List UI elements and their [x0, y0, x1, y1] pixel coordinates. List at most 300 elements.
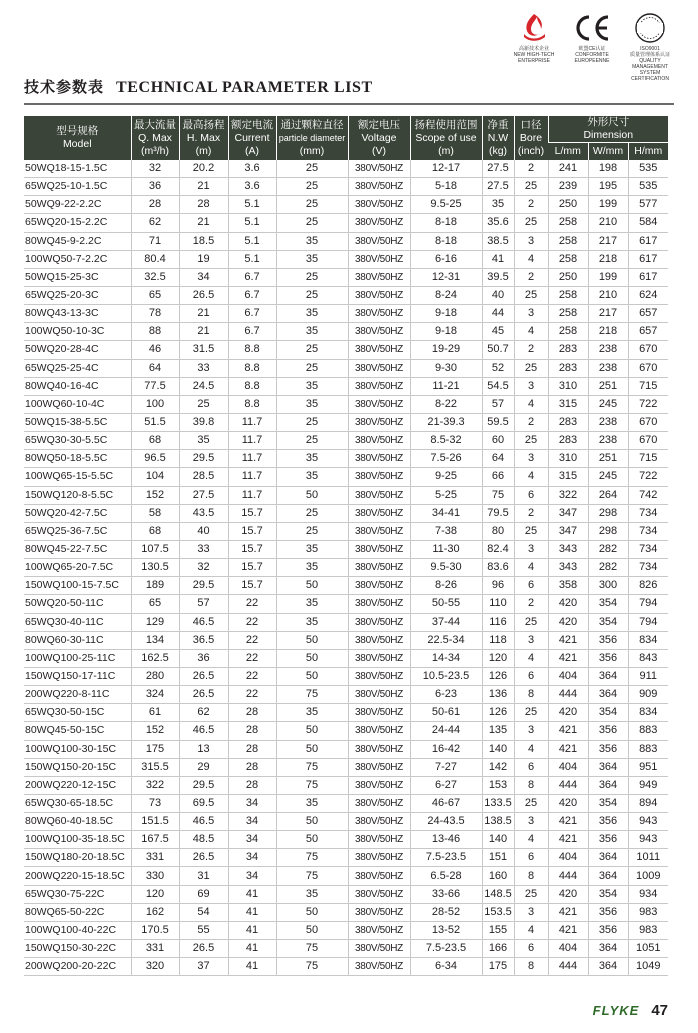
cell-voltage: 380V/50HZ — [348, 595, 410, 613]
cell-hmax: 25 — [179, 395, 228, 413]
cell-model: 100WQ100-35-18.5C — [24, 831, 131, 849]
cell-bore: 2 — [514, 504, 548, 522]
cell-scope: 22.5-34 — [410, 631, 482, 649]
cell-height: 617 — [628, 250, 668, 268]
cell-current: 6.7 — [228, 323, 276, 341]
cell-nw: 148.5 — [482, 885, 514, 903]
cell-width: 264 — [588, 486, 628, 504]
cell-length: 420 — [548, 613, 588, 631]
title-cn: 技术参数表 — [24, 78, 105, 96]
cell-particle: 25 — [276, 432, 348, 450]
cell-hmax: 39.8 — [179, 413, 228, 431]
cell-bore: 3 — [514, 813, 548, 831]
cell-bore: 2 — [514, 196, 548, 214]
cell-current: 3.6 — [228, 178, 276, 196]
cell-nw: 140 — [482, 740, 514, 758]
cell-particle: 35 — [276, 704, 348, 722]
cell-voltage: 380V/50HZ — [348, 268, 410, 286]
cell-bore: 4 — [514, 395, 548, 413]
ce-mark-icon — [572, 12, 612, 44]
table-row — [24, 595, 668, 613]
cell-nw: 35 — [482, 196, 514, 214]
cell-length: 421 — [548, 649, 588, 667]
cell-particle: 50 — [276, 921, 348, 939]
cell-model: 65WQ30-40-11C — [24, 613, 131, 631]
table-row — [24, 867, 668, 885]
cell-current: 41 — [228, 921, 276, 939]
cell-voltage: 380V/50HZ — [348, 305, 410, 323]
cell-particle: 25 — [276, 359, 348, 377]
cell-qmax: 331 — [131, 849, 179, 867]
cell-model: 50WQ15-25-3C — [24, 268, 131, 286]
cell-bore: 4 — [514, 921, 548, 939]
cell-length: 258 — [548, 305, 588, 323]
cell-height: 794 — [628, 613, 668, 631]
cell-model: 65WQ30-75-22C — [24, 885, 131, 903]
cell-scope: 46-67 — [410, 794, 482, 812]
cell-model: 65WQ25-25-4C — [24, 359, 131, 377]
cell-model: 200WQ220-15-18.5C — [24, 867, 131, 885]
cell-voltage: 380V/50HZ — [348, 667, 410, 685]
cell-voltage: 380V/50HZ — [348, 940, 410, 958]
cell-qmax: 96.5 — [131, 450, 179, 468]
cell-bore: 4 — [514, 740, 548, 758]
cell-scope: 9-18 — [410, 305, 482, 323]
cell-scope: 13-46 — [410, 831, 482, 849]
cell-bore: 25 — [514, 359, 548, 377]
table-row — [24, 776, 668, 794]
cell-qmax: 32 — [131, 160, 179, 178]
cell-width: 354 — [588, 595, 628, 613]
cell-particle: 50 — [276, 813, 348, 831]
cell-height: 983 — [628, 903, 668, 921]
cell-bore: 4 — [514, 559, 548, 577]
header-scope: 扬程使用范围 Scope of use (m) — [410, 116, 482, 160]
cell-particle: 25 — [276, 196, 348, 214]
cell-height: 1009 — [628, 867, 668, 885]
cell-hmax: 28 — [179, 196, 228, 214]
cell-width: 245 — [588, 468, 628, 486]
cell-nw: 82.4 — [482, 540, 514, 558]
table-row — [24, 286, 668, 304]
cell-current: 34 — [228, 849, 276, 867]
cell-length: 421 — [548, 740, 588, 758]
table-row — [24, 232, 668, 250]
cell-width: 238 — [588, 359, 628, 377]
cell-voltage: 380V/50HZ — [348, 849, 410, 867]
cell-width: 356 — [588, 921, 628, 939]
cell-length: 404 — [548, 849, 588, 867]
table-row — [24, 577, 668, 595]
cell-nw: 118 — [482, 631, 514, 649]
cell-height: 826 — [628, 577, 668, 595]
cell-hmax: 54 — [179, 903, 228, 921]
cell-model: 50WQ15-38-5.5C — [24, 413, 131, 431]
table-row — [24, 958, 668, 976]
cell-particle: 35 — [276, 885, 348, 903]
cell-width: 354 — [588, 613, 628, 631]
cell-hmax: 29.5 — [179, 577, 228, 595]
cell-voltage: 380V/50HZ — [348, 921, 410, 939]
table-row — [24, 305, 668, 323]
table-row — [24, 214, 668, 232]
cell-height: 951 — [628, 758, 668, 776]
cell-particle: 75 — [276, 940, 348, 958]
cell-nw: 138.5 — [482, 813, 514, 831]
cell-qmax: 58 — [131, 504, 179, 522]
cell-nw: 133.5 — [482, 794, 514, 812]
cell-width: 298 — [588, 522, 628, 540]
cell-particle: 35 — [276, 468, 348, 486]
cell-bore: 8 — [514, 776, 548, 794]
cell-height: 911 — [628, 667, 668, 685]
cell-current: 8.8 — [228, 359, 276, 377]
cell-bore: 25 — [514, 613, 548, 631]
cell-model: 100WQ100-30-15C — [24, 740, 131, 758]
brand-logo: FLYKE — [592, 1003, 640, 1018]
cell-bore: 8 — [514, 958, 548, 976]
cell-width: 356 — [588, 813, 628, 831]
cell-model: 80WQ40-16-4C — [24, 377, 131, 395]
cell-bore: 3 — [514, 903, 548, 921]
table-row — [24, 940, 668, 958]
cell-hmax: 34 — [179, 268, 228, 286]
cell-current: 11.7 — [228, 413, 276, 431]
cell-voltage: 380V/50HZ — [348, 250, 410, 268]
cell-length: 420 — [548, 794, 588, 812]
cell-nw: 83.6 — [482, 559, 514, 577]
cell-length: 421 — [548, 813, 588, 831]
cell-qmax: 152 — [131, 486, 179, 504]
cell-scope: 9.5-30 — [410, 559, 482, 577]
cell-length: 347 — [548, 504, 588, 522]
cell-hmax: 62 — [179, 704, 228, 722]
cell-model: 100WQ60-10-4C — [24, 395, 131, 413]
cell-voltage: 380V/50HZ — [348, 504, 410, 522]
cell-length: 283 — [548, 359, 588, 377]
cell-width: 218 — [588, 323, 628, 341]
cell-width: 354 — [588, 885, 628, 903]
cell-particle: 75 — [276, 776, 348, 794]
cell-current: 5.1 — [228, 214, 276, 232]
cell-current: 15.7 — [228, 540, 276, 558]
cell-model: 80WQ60-30-11C — [24, 631, 131, 649]
cell-hmax: 43.5 — [179, 504, 228, 522]
cell-voltage: 380V/50HZ — [348, 740, 410, 758]
cell-scope: 50-55 — [410, 595, 482, 613]
cell-scope: 34-41 — [410, 504, 482, 522]
cell-width: 356 — [588, 631, 628, 649]
cell-hmax: 57 — [179, 595, 228, 613]
cell-scope: 24-44 — [410, 722, 482, 740]
table-row — [24, 341, 668, 359]
table-row — [24, 686, 668, 704]
cell-width: 356 — [588, 649, 628, 667]
header-particle: 通过颗粒直径 particle diameter (mm) — [276, 116, 348, 160]
cell-hmax: 18.5 — [179, 232, 228, 250]
cell-particle: 75 — [276, 867, 348, 885]
cell-current: 41 — [228, 885, 276, 903]
cell-scope: 7.5-23.5 — [410, 940, 482, 958]
cell-nw: 64 — [482, 450, 514, 468]
cell-height: 843 — [628, 649, 668, 667]
cell-scope: 13-52 — [410, 921, 482, 939]
cell-bore: 25 — [514, 432, 548, 450]
cell-nw: 75 — [482, 486, 514, 504]
cell-scope: 16-42 — [410, 740, 482, 758]
table-row — [24, 160, 668, 178]
cell-height: 734 — [628, 504, 668, 522]
cell-model: 65WQ30-65-18.5C — [24, 794, 131, 812]
cell-length: 283 — [548, 413, 588, 431]
cell-nw: 27.5 — [482, 160, 514, 178]
hightech-logo — [510, 12, 558, 64]
cell-qmax: 320 — [131, 958, 179, 976]
cell-voltage: 380V/50HZ — [348, 160, 410, 178]
table-row — [24, 504, 668, 522]
cell-length: 444 — [548, 776, 588, 794]
cell-width: 364 — [588, 958, 628, 976]
cell-particle: 35 — [276, 613, 348, 631]
cell-particle: 50 — [276, 740, 348, 758]
cell-bore: 3 — [514, 450, 548, 468]
cell-voltage: 380V/50HZ — [348, 813, 410, 831]
cell-bore: 2 — [514, 160, 548, 178]
cell-nw: 44 — [482, 305, 514, 323]
table-row — [24, 613, 668, 631]
table-row — [24, 813, 668, 831]
cell-height: 934 — [628, 885, 668, 903]
table-row — [24, 395, 668, 413]
cell-height: 535 — [628, 160, 668, 178]
cell-qmax: 68 — [131, 522, 179, 540]
cell-width: 198 — [588, 160, 628, 178]
cell-length: 420 — [548, 885, 588, 903]
cell-scope: 8-22 — [410, 395, 482, 413]
cell-particle: 75 — [276, 849, 348, 867]
cell-height: 834 — [628, 704, 668, 722]
cell-height: 617 — [628, 232, 668, 250]
cell-current: 3.6 — [228, 160, 276, 178]
title-en: TECHNICAL PARAMETER LIST — [116, 79, 373, 96]
cell-qmax: 129 — [131, 613, 179, 631]
cell-qmax: 151.5 — [131, 813, 179, 831]
cell-qmax: 331 — [131, 940, 179, 958]
cell-length: 322 — [548, 486, 588, 504]
cell-height: 1011 — [628, 849, 668, 867]
cell-particle: 25 — [276, 504, 348, 522]
cell-current: 6.7 — [228, 286, 276, 304]
cell-qmax: 170.5 — [131, 921, 179, 939]
cell-length: 444 — [548, 958, 588, 976]
cell-particle: 35 — [276, 540, 348, 558]
cell-voltage: 380V/50HZ — [348, 885, 410, 903]
cell-length: 404 — [548, 758, 588, 776]
cell-nw: 135 — [482, 722, 514, 740]
cell-current: 8.8 — [228, 395, 276, 413]
cell-voltage: 380V/50HZ — [348, 577, 410, 595]
cell-voltage: 380V/50HZ — [348, 178, 410, 196]
cell-qmax: 28 — [131, 196, 179, 214]
cell-particle: 25 — [276, 286, 348, 304]
cell-qmax: 315.5 — [131, 758, 179, 776]
cell-width: 251 — [588, 377, 628, 395]
cell-voltage: 380V/50HZ — [348, 341, 410, 359]
cell-voltage: 380V/50HZ — [348, 686, 410, 704]
cell-nw: 126 — [482, 704, 514, 722]
cell-qmax: 107.5 — [131, 540, 179, 558]
cell-nw: 41 — [482, 250, 514, 268]
cell-hmax: 26.5 — [179, 686, 228, 704]
cell-nw: 40 — [482, 286, 514, 304]
cell-current: 11.7 — [228, 468, 276, 486]
cell-nw: 59.5 — [482, 413, 514, 431]
cell-voltage: 380V/50HZ — [348, 359, 410, 377]
cell-bore: 3 — [514, 631, 548, 649]
cell-current: 22 — [228, 595, 276, 613]
cell-model: 80WQ60-40-18.5C — [24, 813, 131, 831]
cell-model: 80WQ65-50-22C — [24, 903, 131, 921]
cell-length: 250 — [548, 268, 588, 286]
cell-particle: 25 — [276, 214, 348, 232]
cell-bore: 2 — [514, 595, 548, 613]
cell-hmax: 55 — [179, 921, 228, 939]
cell-voltage: 380V/50HZ — [348, 286, 410, 304]
cell-model: 65WQ30-30-5.5C — [24, 432, 131, 450]
cell-scope: 10.5-23.5 — [410, 667, 482, 685]
table-row — [24, 377, 668, 395]
header-voltage: 额定电压 Voltage (V) — [348, 116, 410, 160]
cell-current: 22 — [228, 631, 276, 649]
cell-voltage: 380V/50HZ — [348, 794, 410, 812]
cell-length: 250 — [548, 196, 588, 214]
cell-nw: 151 — [482, 849, 514, 867]
cell-height: 670 — [628, 432, 668, 450]
cell-voltage: 380V/50HZ — [348, 631, 410, 649]
cell-bore: 2 — [514, 341, 548, 359]
cell-current: 5.1 — [228, 250, 276, 268]
cell-scope: 14-34 — [410, 649, 482, 667]
cell-hmax: 21 — [179, 305, 228, 323]
cell-qmax: 78 — [131, 305, 179, 323]
cell-length: 283 — [548, 341, 588, 359]
cell-bore: 3 — [514, 722, 548, 740]
cell-particle: 25 — [276, 160, 348, 178]
table-row — [24, 722, 668, 740]
cell-bore: 4 — [514, 250, 548, 268]
cell-model: 80WQ45-9-2.2C — [24, 232, 131, 250]
cell-scope: 33-66 — [410, 885, 482, 903]
cell-hmax: 21 — [179, 323, 228, 341]
cell-particle: 50 — [276, 722, 348, 740]
cell-current: 28 — [228, 758, 276, 776]
cell-voltage: 380V/50HZ — [348, 432, 410, 450]
cell-height: 943 — [628, 831, 668, 849]
cell-length: 421 — [548, 722, 588, 740]
cell-width: 282 — [588, 540, 628, 558]
cell-particle: 35 — [276, 377, 348, 395]
cell-width: 364 — [588, 849, 628, 867]
cell-current: 28 — [228, 740, 276, 758]
cell-current: 41 — [228, 940, 276, 958]
hightech-enterprise-icon — [519, 12, 549, 44]
cell-height: 883 — [628, 722, 668, 740]
cell-qmax: 324 — [131, 686, 179, 704]
cell-voltage: 380V/50HZ — [348, 395, 410, 413]
cell-hmax: 26.5 — [179, 849, 228, 867]
cell-model: 150WQ180-20-18.5C — [24, 849, 131, 867]
cell-qmax: 73 — [131, 794, 179, 812]
cell-hmax: 29 — [179, 758, 228, 776]
table-row — [24, 831, 668, 849]
cell-scope: 7.5-26 — [410, 450, 482, 468]
cell-height: 834 — [628, 631, 668, 649]
cell-height: 794 — [628, 595, 668, 613]
cell-height: 909 — [628, 686, 668, 704]
page-header — [24, 76, 674, 105]
cell-qmax: 167.5 — [131, 831, 179, 849]
cell-model: 200WQ220-12-15C — [24, 776, 131, 794]
cell-current: 5.1 — [228, 232, 276, 250]
cell-voltage: 380V/50HZ — [348, 468, 410, 486]
cell-scope: 50-61 — [410, 704, 482, 722]
cell-voltage: 380V/50HZ — [348, 540, 410, 558]
cell-length: 241 — [548, 160, 588, 178]
cell-bore: 3 — [514, 377, 548, 395]
cell-model: 50WQ20-42-7.5C — [24, 504, 131, 522]
cell-voltage: 380V/50HZ — [348, 522, 410, 540]
cell-current: 34 — [228, 813, 276, 831]
cell-particle: 25 — [276, 522, 348, 540]
cell-height: 734 — [628, 540, 668, 558]
cell-qmax: 88 — [131, 323, 179, 341]
cell-qmax: 330 — [131, 867, 179, 885]
cell-particle: 50 — [276, 667, 348, 685]
cell-nw: 155 — [482, 921, 514, 939]
cell-voltage: 380V/50HZ — [348, 613, 410, 631]
cell-voltage: 380V/50HZ — [348, 377, 410, 395]
cell-hmax: 36.5 — [179, 631, 228, 649]
cell-nw: 38.5 — [482, 232, 514, 250]
cell-bore: 3 — [514, 232, 548, 250]
cell-model: 80WQ45-22-7.5C — [24, 540, 131, 558]
cell-height: 657 — [628, 323, 668, 341]
cell-hmax: 31 — [179, 867, 228, 885]
cell-nw: 60 — [482, 432, 514, 450]
cell-width: 298 — [588, 504, 628, 522]
header-dim-h: H/mm — [628, 143, 668, 161]
cell-height: 584 — [628, 214, 668, 232]
header-model: 型号规格 Model — [24, 116, 131, 160]
cell-bore: 4 — [514, 468, 548, 486]
cell-nw: 153.5 — [482, 903, 514, 921]
cell-hmax: 36 — [179, 649, 228, 667]
cell-width: 364 — [588, 940, 628, 958]
cell-bore: 25 — [514, 214, 548, 232]
cell-qmax: 64 — [131, 359, 179, 377]
header-bore: 口径 Bore (inch) — [514, 116, 548, 160]
cell-nw: 116 — [482, 613, 514, 631]
cell-bore: 25 — [514, 522, 548, 540]
table-row — [24, 631, 668, 649]
cell-nw: 140 — [482, 831, 514, 849]
table-row — [24, 413, 668, 431]
cell-width: 245 — [588, 395, 628, 413]
cell-width: 300 — [588, 577, 628, 595]
cell-nw: 80 — [482, 522, 514, 540]
cell-length: 310 — [548, 377, 588, 395]
cell-qmax: 130.5 — [131, 559, 179, 577]
